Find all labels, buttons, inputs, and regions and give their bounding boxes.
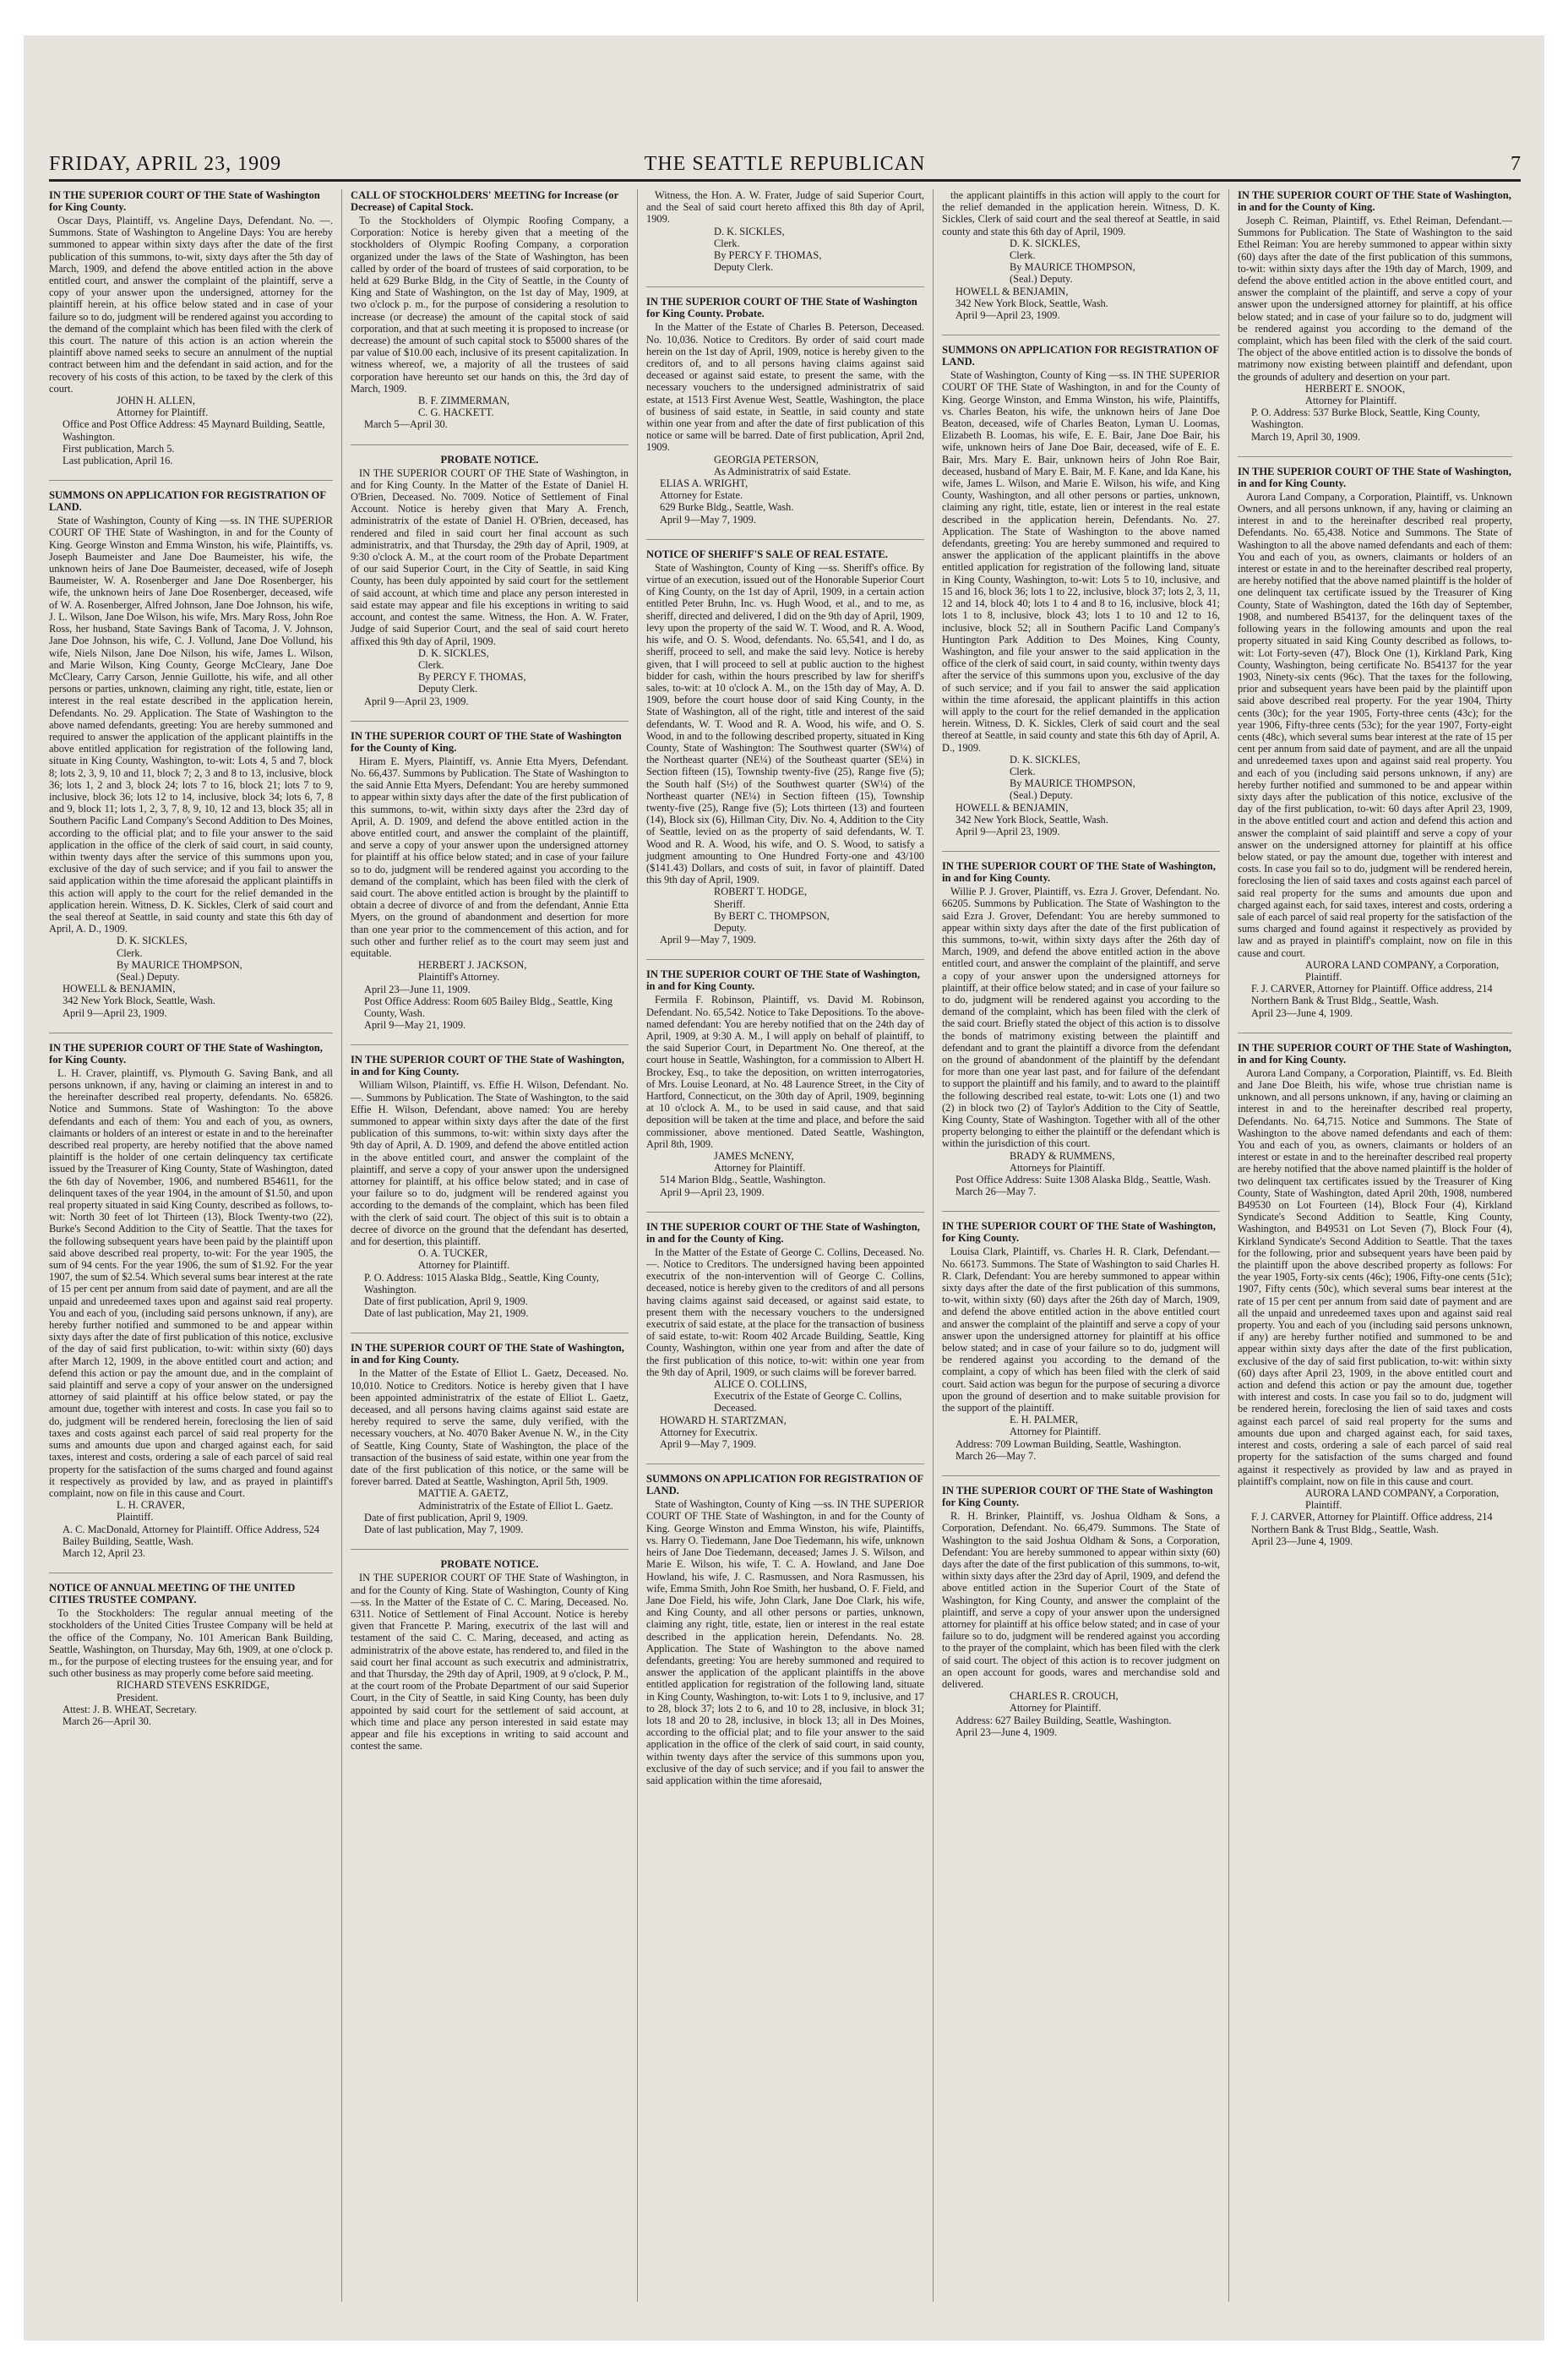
notice-signature: CHARLES R. CROUCH, bbox=[1010, 1690, 1119, 1703]
notice-heading: SUMMONS ON APPLICATION FOR REGISTRATION OF LAND. bbox=[942, 344, 1219, 368]
notice-divider bbox=[942, 1475, 1220, 1476]
notice-divider bbox=[1238, 456, 1512, 457]
notice-signature: AURORA LAND COMPANY, a Corporation, Plaintiff. bbox=[1305, 1486, 1500, 1512]
notice-divider bbox=[646, 959, 924, 960]
notice-publication: April 9—April 23, 1909. bbox=[660, 1186, 765, 1198]
legal-notice bbox=[49, 1042, 333, 1559]
notice-heading: IN THE SUPERIOR COURT OF THE State of Washington, for King County. bbox=[49, 1041, 323, 1066]
notice-publication: 342 New York Block, Seattle, Wash. bbox=[63, 995, 215, 1007]
legal-notice bbox=[351, 1054, 629, 1319]
notice-signature: Executrix of the Estate of George C. Collins, Deceased. bbox=[714, 1390, 902, 1415]
legal-notice bbox=[351, 1342, 629, 1535]
notice-signature: Clerk. bbox=[714, 237, 740, 249]
notice-signature: B. F. ZIMMERMAN, bbox=[418, 395, 510, 407]
notice-heading: IN THE SUPERIOR COURT OF THE State of Washington for King County. bbox=[49, 189, 320, 213]
legal-notice bbox=[351, 730, 629, 1032]
notice-body: Witness, the Hon. A. W. Frater, Judge of said Superior Court, and the Seal of said court hereto affixed this 8th day of April, 1909. bbox=[646, 189, 924, 226]
notice-body: R. H. Brinker, Plaintiff, vs. Joshua Oldham & Sons, a Corporation, Defendant. No. 66,479. Summons. The State of Washington to the said Joshua Oldham & Sons, a Corporation, Defendant: You are hereby summoned to appear within sixty (60) days after the date of the first publication of this summons, to-wit, within sixty days after the 23rd day of April, 1909, and defend the above entitled action in the Superior Court of the State of Washington, for King County, and answer the complaint of the plaintiff, and serve a copy of your answer upon the undersigned attorney for plaintiff at his office below stated; and in case of your failure so to do, judgment will be rendered against you according to the prayer of the complaint, which has been filed with the clerk of said court. The object of this action is to recover judgment on an open account for goods, wares and merchandise sold and delivered. bbox=[942, 1510, 1220, 1690]
notice-publication: Post Office Address: Suite 1308 Alaska Bldg., Seattle, Wash. bbox=[956, 1174, 1211, 1186]
notice-publication: 342 New York Block, Seattle, Wash. bbox=[956, 813, 1108, 826]
notice-publication: Date of first publication, April 9, 1909. bbox=[364, 1511, 528, 1524]
legal-notice bbox=[646, 548, 924, 946]
notice-signature: (Seal.) Deputy. bbox=[1010, 789, 1073, 802]
notice-signature: HERBERT E. SNOOK, bbox=[1305, 382, 1406, 395]
notice-signature: Clerk. bbox=[117, 946, 143, 959]
notice-publication: Date of last publication, May 7, 1909. bbox=[364, 1524, 524, 1536]
notice-publication: April 9—May 7, 1909. bbox=[660, 934, 756, 946]
notice-heading: SUMMONS ON APPLICATION FOR REGISTRATION OF LAND. bbox=[646, 1473, 923, 1497]
notice-body: Louisa Clark, Plaintiff, vs. Charles H. R. Clark, Defendant.—No. 66173. Summons. The State of Washington to said Charles H. R. Clark, Defendant: You are hereby summoned to appear within sixty days after the date of the first publication of this summons, to-wit, within sixty (60) days after the 26th day of March, 1909, and defend the above entitled action in the above entitled court and answer the complaint of the plaintiff and serve a copy of your answer upon the undersigned attorney for plaintiff at his office below stated; and in case of your failure so to do, judgment will be rendered against you according to the demand of the complaint, a copy of which has been filed with the clerk of said court. Said action was begun for the purpose of securing a divorce upon the ground of desertion and to make suitable provision for the support of the plaintiff. bbox=[942, 1246, 1220, 1415]
notice-heading: IN THE SUPERIOR COURT OF THE State of Washington, in and for King County. bbox=[646, 968, 920, 993]
notice-signature: Attorneys for Plaintiff. bbox=[1010, 1161, 1105, 1174]
legal-notice bbox=[646, 296, 924, 525]
notice-signature: ROBERT T. HODGE, bbox=[714, 886, 808, 898]
notice-signature: D. K. SICKLES, bbox=[714, 225, 785, 237]
notice-signature: MATTIE A. GAETZ, bbox=[418, 1487, 509, 1500]
notice-signature: L. H. CRAVER, bbox=[117, 1499, 185, 1512]
notice-heading: IN THE SUPERIOR COURT OF THE State of Washington for King County. bbox=[942, 1485, 1213, 1509]
notice-publication: P. O. Address: 1015 Alaska Bldg., Seattle, King County, Washington. bbox=[364, 1271, 599, 1295]
notice-heading: IN THE SUPERIOR COURT OF THE State of Washington, in and for King County. bbox=[351, 1054, 624, 1078]
notice-body: IN THE SUPERIOR COURT OF THE State of Washington, in and for the County of King. State of Washington, County of King —ss. In the Matter of the Estate of C. C. Maring, Deceased. No. 6311. Notice of Settlement of Final Account. Notice is hereby given that Francette P. Maring, executrix of the last will and testament of the said C. C. Maring, deceased, and acting as administratrix of the above estate, has rendered to, and filed in the said court her final account as such executrix and administratrix, and that Thursday, the 29th day of April, 1909, at 9 o'clock, P. M., at the court room of the Probate Department of our said Superior Court, in the City of Seattle, in said King County, has been duly appointed by said court for the settlement of said account, at which time and place any person interested in said estate may appear and file his exceptions in writing to said account and contest the same. bbox=[351, 1572, 629, 1753]
notice-publication: Office and Post Office Address: 45 Maynard Building, Seattle, Washington. bbox=[63, 418, 325, 443]
legal-notice bbox=[942, 860, 1220, 1197]
notice-divider bbox=[646, 1212, 924, 1213]
notice-signature: Clerk. bbox=[1010, 765, 1036, 777]
notice-signature: As Administratrix of said Estate. bbox=[714, 465, 852, 477]
notice-publication: F. J. CARVER, Attorney for Plaintiff. Office address, 214 Northern Bank & Trust Bldg., Seattle, Wash. bbox=[1251, 983, 1493, 1007]
notice-publication: April 23—June 4, 1909. bbox=[956, 1725, 1058, 1738]
legal-notice bbox=[646, 968, 924, 1197]
legal-notice bbox=[646, 189, 924, 273]
notice-publication: April 9—May 7, 1909. bbox=[660, 513, 756, 526]
notice-publication: Date of last publication, May 21, 1909. bbox=[364, 1307, 529, 1320]
notice-body: To the Stockholders of Olympic Roofing Company, a Corporation: Notice is hereby given that a meeting of the stockholders of Olympic Roofing Company, a corporation organized under the laws of the State of Washington, has been called by order of the board of trustees of said corporation, to be held at 629 Burke Bldg, in the City of Seattle, in the County of King and State of Washington, on the 1st day of May, 1909, at two o'clock p. m., for the purpose of considering a resolution to increase (or decrease) the amount of the capital stock of said corporation, and that at such meeting it is proposed to increase (or decrease) the amount of such capital stock to $5000 shares of the par value of $10.00 each, inclusive of its present capitalization. In witness whereof, we, a majority of all the trustees of said corporation have hereunto set our hands on this, the 3rd day of March, 1909. bbox=[351, 215, 629, 395]
notice-publication: March 5—April 30. bbox=[364, 418, 448, 431]
notice-signature: D. K. SICKLES, bbox=[1010, 753, 1081, 766]
notice-signature: O. A. TUCKER, bbox=[418, 1247, 488, 1260]
notice-signature: JAMES McNENY, bbox=[714, 1150, 794, 1163]
notice-signature: By MAURICE THOMPSON, bbox=[1010, 777, 1135, 790]
notice-publication: 514 Marion Bldg., Seattle, Washington. bbox=[660, 1174, 826, 1186]
notice-publication: ELIAS A. WRIGHT, bbox=[660, 477, 749, 490]
column-5 bbox=[1228, 189, 1521, 2302]
notice-body: Hiram E. Myers, Plaintiff, vs. Annie Etta Myers, Defendant. No. 66,437. Summons by Publication. The State of Washington to the said Annie Etta Myers, Defendant: You are hereby summoned to appear within sixty days after the date of the first publication of this summons, to-wit, within sixty days after the 23rd day of April, A. D. 1909, and defend the above entitled action in the above entitled court, and answer the complaint of the plaintiff, and serve a copy of your answer upon the undersigned attorney for plaintiff at his office below stated; and in case of your failure so to do, judgment will be rendered against you according to the demand of the complaint, which has been filed with the clerk of said court. The above entitled action is brought by the plaintiff to obtain a decree of divorce of and from the defendant, Annie Etta Myers, on the ground of abandonment and desertion for more than one year prior to the commencement of this action, and for such other and further relief as to the court may seem just and equitable. bbox=[351, 755, 629, 959]
notice-body: Aurora Land Company, a Corporation, Plaintiff, vs. Unknown Owners, and all persons unknown, if any, having or claiming an interest in and to the hereinafter described real property, Defendants. No. 65,438. Notice and Summons. The State of Washington to all the above named defendants and each of them: You and each of you, as owners, claimants or holders of an interest or estate in and to the hereinafter described real property, are hereby notified that the above named plaintiff is the holder of one delinquent tax certificate issued by the Treasurer of King County, State of Washington, dated the 16th day of September, 1908, and numbered B54137, for the delinquent taxes of the following years in the following amounts and upon the real property situated in said King County described as follows, to-wit: Lot Forty-seven (47), Block One (1), Kirkland Park, King County, Washington, being certificate No. B54137 for the year 1903, Ninety-six cents (96c). That the taxes for the following, prior and subsequent years have been paid by the plaintiff upon said above described real property. For the year 1904, Thirty cents (30c); for the year 1905, Forty-three cents (43c); for the year 1906, Fifty-three cents (53c); for the year 1907, Forty-eight cents (48c), which several sums bear interest at the rate of 15 per cent per annum from said date of payment, and are all the unpaid and unredeemed taxes upon and against said real property. You and each of you (including said persons unknown, if any) are hereby further notified and summoned to be and appear within sixty days after the publication of this notice, exclusive of the day of the first publication, to-wit: 60 days after April 23, 1909, in the above entitled court and action and defend this action and answer the complaint of said plaintiff and serve a copy of your answer on the undersigned attorney for plaintiff at his office below stated, or pay the amount due, together with interest and costs. In case you fail so to do, judgment will be rendered herein, foreclosing the lien of said taxes and costs against each parcel of said real property for the sums and amounts due upon and charged against each, for said taxes, interest and costs, ordering a sale of each parcel of said real property for the satisfaction of the sums charged and found against it respectively as provided by law and as prayed in plaintiff's complaint, now on file in this cause and court. bbox=[1238, 490, 1512, 959]
notice-heading: IN THE SUPERIOR COURT OF THE State of Washington, in and for King County. bbox=[351, 1342, 624, 1366]
notice-body: State of Washington, County of King —ss. IN THE SUPERIOR COURT OF THE State of Washington, in and for the County of King. George Winston, and Emma Winston, his wife, Plaintiffs, vs. Charles Beaton, his wife, the unknown heirs of Jane Doe Beaton, deceased, wife of Charles Beaton, Lyman U. Loomas, Elizabeth B. Loomas, his wife, E. E. Bair, Jane Doe Bair, his wife, unknown heirs of Jane Doe Bair, deceased, wife of E. E. Bair, Mrs. Mary E. Bair, unknown heirs of John Roe Bair, deceased, husband of Mary E. Bair, M. F. Kane, and Ida Kane, his wife, James L. Wilson, and Marie E. Wilson, his wife, and King County, Washington, and all other persons or parties, unknown, claiming any right, title, estate, lien or interest in the real estate described in the application herein, Defendants. No. 27. Application. The State of Washington to the above named defendants, greeting: You are hereby summoned and required to answer the application of the applicant plaintiffs in the above entitled application for registration of the following land, situate in King County, Washington, to-wit: Lots 5 to 10, inclusive, and 15 and 16, block 36; lots 1 to 22, inclusive, block 37; lots 2, 3, 11, 12 and 14, block 40; lots 1 to 4 and 8 to 16, inclusive, block 41; lots 1 to 8, inclusive, block 43; lots 1 to 10 and 12 to 16, inclusive, block 52; all in Southern Pacific Land Company's Huntington Park Addition to Des Moines, King County, Washington, and file your answer to the said application in the office of the clerk of said court, in said county, within twenty days after the service of this summons upon you, exclusive of the day of such service; and if you fail to answer the said application within the time aforesaid, the applicant plaintiffs in this action will apply to the court for the relief demanded in the application herein. Witness, D. K. Sickles, Clerk of said court and the seal thereof at Seattle, in said county and state this 6th day of April, A. D., 1909. bbox=[942, 369, 1220, 754]
notice-body: To the Stockholders: The regular annual meeting of the stockholders of the United Cities Trustee Company will be held at the office of the Company, No. 101 American Bank Building, Seattle, Washington, on Thursday, May 6th, 1909, at one o'clock p. m., for the purpose of electing trustees for the ensuing year, and for such other business as may properly come before said meeting. bbox=[49, 1607, 333, 1680]
legal-notice bbox=[646, 1221, 924, 1450]
notice-divider bbox=[646, 539, 924, 540]
notice-divider bbox=[351, 1549, 629, 1550]
notice-signature: President. bbox=[117, 1691, 159, 1704]
notice-signature: C. G. HACKETT. bbox=[418, 406, 494, 419]
notice-publication: March 26—May 7. bbox=[956, 1449, 1037, 1462]
notice-heading: IN THE SUPERIOR COURT OF THE State of Washington, in and for King County. bbox=[1238, 465, 1511, 489]
notice-body: Joseph C. Reiman, Plaintiff, vs. Ethel Reiman, Defendant.—Summons for Publication. The State of Washington to the said Ethel Reiman: You are hereby summoned to appear within sixty (60) days after the date of the first publication of this summons, to-wit: within sixty days after the 19th day of March, 1909, and defend the above entitled action in the above entitled court, and answer the complaint of the plaintiff, and serve a copy of your answer upon the undersigned attorney for plaintiff, at his office below stated; and in case of your failure so to do, judgment will be rendered against you according to the demand of the complaint, which has been filed with the clerk of the said court. The object of the above entitled action is to dissolve the bonds of matrimony now existing between plaintiff and defendant, upon the grounds of adultery and desertion on your part. bbox=[1238, 215, 1512, 383]
notice-body: In the Matter of the Estate of Charles B. Peterson, Deceased. No. 10,036. Notice to Creditors. By order of said court made herein on the 1st day of April, 1909, notice is hereby given to the creditors of, and to all persons having claims against said deceased or against said estate, to present the same, with the necessary vouchers to the undersigned administratrix of said estate, at 1513 First Avenue West, Seattle, Washington, the place of business of said estate, in Seattle, in said county and state within one year from and after the date of first publication of this notice or same will be barred. Date of first publication, April 2nd, 1909. bbox=[646, 321, 924, 454]
column-4 bbox=[933, 189, 1228, 2302]
notice-body: In the Matter of the Estate of George C. Collins, Deceased. No. —. Notice to Creditors. The undersigned having been appointed executrix of the non-intervention will of George C. Collins, deceased, notice is hereby given to the creditors of and all persons having claims against said deceased, or against said estate, to present them with the necessary vouchers to the undersigned executrix of said estate, at the place for the transaction of business of said estate, to-wit: Room 402 Arcade Building, Seattle, King County, Washington, within one year from and after the date of the first publication of this notice, to-wit: within one year from the 9th day of April, 1909, or such claims will be forever barred. bbox=[646, 1246, 924, 1378]
notice-publication: First publication, March 5. bbox=[63, 442, 175, 455]
notice-publication: A. C. MacDonald, Attorney for Plaintiff. Office Address, 524 Bailey Building, Seattle, Wash. bbox=[63, 1523, 320, 1547]
notice-publication: Attorney for Estate. bbox=[660, 489, 743, 502]
notice-publication: April 23—June 4, 1909. bbox=[1251, 1006, 1353, 1019]
notice-signature: By MAURICE THOMPSON, bbox=[117, 958, 242, 971]
legal-notice bbox=[942, 1220, 1220, 1462]
notice-body: In the Matter of the Estate of Elliot L. Gaetz, Deceased. No. 10,010. Notice to Creditors. Notice is hereby given that I have been appointed administratrix of the estate of Elliot L. Gaetz, deceased, and all persons having claims against said estate are hereby required to serve the same, duly verified, with the necessary vouchers, at No. 4070 Baker Avenue N. W., in the City of Seattle, King County, State of Washington, the place of the transaction of the business of said estate, within one year from the date of the first publication of this notice, or the same will be forever barred. Dated at Seattle, Washington, April 5th, 1909. bbox=[351, 1367, 629, 1488]
legal-notice bbox=[942, 344, 1220, 837]
notice-signature: JOHN H. ALLEN, bbox=[117, 395, 195, 407]
notice-signature: E. H. PALMER, bbox=[1010, 1414, 1079, 1426]
notice-divider bbox=[942, 851, 1220, 852]
notice-publication: HOWELL & BENJAMIN, bbox=[956, 801, 1069, 814]
notice-signature: By PERCY F. THOMAS, bbox=[418, 671, 526, 684]
notice-publication: April 9—April 23, 1909. bbox=[63, 1006, 167, 1019]
notice-publication: 629 Burke Bldg., Seattle, Wash. bbox=[660, 501, 794, 514]
notice-heading: PROBATE NOTICE. bbox=[440, 1558, 539, 1571]
legal-notice bbox=[1238, 466, 1512, 1019]
notice-publication: P. O. Address: 537 Burke Block, Seattle, King County, Washington. bbox=[1251, 406, 1480, 431]
notice-publication: F. J. CARVER, Attorney for Plaintiff. Office address, 214 Northern Bank & Trust Bldg., Seattle, Wash. bbox=[1251, 1511, 1493, 1535]
notice-publication: Attest: J. B. WHEAT, Secretary. bbox=[63, 1703, 198, 1715]
notice-publication: March 26—May 7. bbox=[956, 1186, 1037, 1198]
notice-heading: NOTICE OF ANNUAL MEETING OF THE UNITED CITIES TRUSTEE COMPANY. bbox=[49, 1582, 296, 1606]
notice-publication: HOWELL & BENJAMIN, bbox=[63, 983, 176, 995]
notice-publication: April 9—April 23, 1909. bbox=[956, 309, 1060, 322]
notice-body: State of Washington, County of King —ss. IN THE SUPERIOR COURT OF THE State of Washington, in and for the County of King. George Winston and Emma Winston, his wife, Plaintiffs, vs. Harry O. Tiedemann, Jane Doe Tiedemann, his wife, unknown heirs of Jane Doe Tiedemann, deceased; James J. S. Wilson, and Marie E. Wilson, his wife, T. C. A. Howland, and Jane Doe Howland, his wife, J. C. Rasmussen, and Nora Rasmussen, his wife, Emma Smith, John Roe Smith, her husband, O. F. Field, and Jane Doe Field, his wife, John Clark, Jane Doe Clark, his wife, and King County, and all other persons or parties, unknown, claiming any right, title, estate, lien or interest in the real estate described in the application herein, Defendants. No. 28. Application. The State of Washington to the above named defendants, greeting: You are hereby summoned and required to answer the application of the applicant plaintiffs in the above entitled application for registration of the following land, situate in King County, Washington, to-wit: Lots 1 to 9, inclusive, and 17 to 28, block 37; lots 2 to 6, and 10 to 28, inclusive, in block 31; lots 18 and 20 to 28, inclusive, in block 13; all in Des Moines, according to the official plat; and to file your answer to the said application in the office of the clerk of said court, in said county, within twenty days after the service of this summons upon you, exclusive of the day of such service; and if you fail to answer the said application within the time aforesaid, bbox=[646, 1498, 924, 1786]
notice-heading: IN THE SUPERIOR COURT OF THE State of Washington, in and for the County of King. bbox=[1238, 189, 1511, 213]
page-header bbox=[49, 152, 1521, 182]
notice-signature: Attorney for Plaintiff. bbox=[117, 406, 209, 419]
column-2 bbox=[341, 189, 637, 2302]
notice-publication: Address: 627 Bailey Building, Seattle, Washington. bbox=[956, 1714, 1172, 1726]
notice-publication: March 19, April 30, 1909. bbox=[1251, 430, 1361, 443]
legal-notice bbox=[1238, 1042, 1512, 1547]
notice-divider bbox=[351, 721, 629, 722]
notice-signature: Attorney for Plaintiff. bbox=[714, 1162, 806, 1175]
notice-body: State of Washington, County of King —ss. IN THE SUPERIOR COURT OF THE State of Washington, in and for the County of King. George Winston and Emma Winston, his wife, Plaintiffs, vs. Joseph Baumeister and Jane Doe Baumeister, his wife, the unknown heirs of Jane Doe Baumeister, deceased, wife of Joseph Baumeister, W. A. Rosenberger and Jane Doe Rosenberger, his wife, the unknown heirs of Jane Doe Rosenberger, deceased, wife of W. A. Rosenberger, Alfred Johnson, Jane Doe Johnson, his wife, J. L. Wilson, Jane Doe Wilson, his wife, Mrs. Mary Ross, John Roe Ross, her husband, State Savings Bank of Tacoma, J. V. Johnson, Jane Doe Johnson, his wife, C. J. Vollund, Jane Doe Vollund, his wife, Niels Nilson, Jane Doe Nilson, his wife, James L. Wilson, and Marie Wilson, King County, George McCleary, Jane Doe McCleary, Carry Carson, Jennie Guillotte, his wife, and all other persons or parties, unknown, claiming any right, title, estate, lien or interest in the real estate described in the application herein, Defendants. No. 29. Application. The State of Washington to the above named defendants, greeting: You are hereby summoned and required to answer the application of the applicant plaintiffs in the above entitled application for registration of the following land, situate in King County, Washington, to-wit: Lots 4, 5 and 7, block 8; lots 2, 3, 9, 10 and 11, block 7; 2, 3 and 8 to 13, inclusive, block 36; lots 1, 2 and 3, block 24; lots 7 to 16, block 21; lots 7 to 9, inclusive, block 36; lots 12 to 14, inclusive, block 34; lots 6, 7, 8 and 9, block 11; lots 1, 2, 3, 7, 8, 9, 10, 12 and 13, block 35; all in Southern Pacific Land Company's Second Addition to Des Moines, according to the official plat; and to file your answer to the said application in the office of the clerk of said court, in said county, within twenty days after the service of this summons upon you, exclusive of the day of such service; and if you fail to answer the said application within the time aforesaid the applicant plaintiffs in this action will apply to the court for the relief demanded in the application herein. Witness, D. K. Sickles, Clerk of said court and the seal thereof at Seattle, in said county and state this 6th day of April, A. D., 1909. bbox=[49, 515, 333, 935]
notice-heading: IN THE SUPERIOR COURT OF THE State of Washington for the County of King. bbox=[351, 729, 622, 754]
notice-signature: Attorney for Plaintiff. bbox=[1010, 1702, 1102, 1715]
notice-body: Aurora Land Company, a Corporation, Plaintiff, vs. Ed. Bleith and Jane Doe Bleith, his wife, whose true christian name is unknown, and all persons unknown, if any, having or claiming an interest in and to the hereinafter described real property, Defendants. No. 64,715. Notice and Summons. The State of Washington to the above named defendants and each of them: You and each of you, as owners, claimants or holders of an interest or estate in and to the hereinafter described real property are hereby notified that the above named plaintiff is the holder of two delinquent tax certificates issued by the Treasurer of King County, State of Washington, dated April 20th, 1908, numbered B49530 on Lot Fourteen (14), Block Four (4), Kirkland Syndicate's Second Addition to Seattle, King County, Washington, and B49531 on Lot Seven (7), Block Four (4), Kirkland Syndicate's Second Addition to Seattle. That the taxes for the following, prior and subsequent years have been paid by the plaintiff upon the above described property as follows: For the year 1905, Forty-six cents (46c); 1906, Fifty-one cents (51c); 1907, Fifty cents (50c), which several sums bear interest at the rate of 15 per cent per annum from said date of payment and are all the unpaid and unredeemed taxes upon and against said real property. You and each of you (including said persons unknown, if any) are hereby further notified and summoned to be and appear within sixty days after the date of the first publication, exclusive of the day of said first publication, to-wit: within sixty (60) days after April 23, 1909, in the above entitled court and action and defend this action or pay the amount due, together with interest and costs. In case you fail so to do, judgment will be rendered herein, foreclosing the lien of said taxes and costs against each parcel of said real property for the sums and amounts due upon and charged against each, for said taxes, interest and costs, ordering a sale of each parcel of said real property for the satisfaction of the sums charged and found against it respectively as provided by law and as prayed in plaintiff's complaint, now on file in this cause and court. bbox=[1238, 1066, 1512, 1487]
legal-notice bbox=[49, 1582, 333, 1727]
notice-heading: IN THE SUPERIOR COURT OF THE State of Washington, in and for King County. bbox=[1238, 1041, 1511, 1066]
notice-body: Fermila F. Robinson, Plaintiff, vs. David M. Robinson, Defendant. No. 65,542. Notice to Take Depositions. To the above-named defendant: You are hereby notified that on the 24th day of April, 1909, at 9:30 A. M., I will apply on behalf of plaintiff, to the said Superior Court, in Department No. One thereof, at the court house in Seattle, Washington, for a commission to Albert H. Brockey, Esq., to take the deposition, on written interrogatories, of Mrs. Louise Leonard, at No. 48 Laurence Street, in the City of Hartford, Connecticut, on the 30th day of April, 1909, beginning at 10 o'clock A. M., to be used in said cause, and that said deposition will be taken at the time and place, and before the said commissioner, above mentioned. Dated Seattle, Washington, April 8th, 1909. bbox=[646, 994, 924, 1150]
notice-signature: RICHARD STEVENS ESKRIDGE, bbox=[117, 1679, 270, 1692]
notice-publication: March 26—April 30. bbox=[63, 1715, 151, 1727]
notice-heading: CALL OF STOCKHOLDERS' MEETING for Increase (or Decrease) of Capital Stock. bbox=[351, 189, 618, 213]
notice-publication: Attorney for Executrix. bbox=[660, 1426, 758, 1438]
notice-signature: D. K. SICKLES, bbox=[418, 646, 489, 659]
legal-notice bbox=[351, 1558, 629, 1752]
notice-heading: IN THE SUPERIOR COURT OF THE State of Washington for King County. Probate. bbox=[646, 296, 917, 320]
notice-heading: IN THE SUPERIOR COURT OF THE State of Washington, in and for King County. bbox=[942, 860, 1216, 885]
notice-publication: Address: 709 Lowman Building, Seattle, Washington. bbox=[956, 1437, 1182, 1450]
notice-signature: Deputy Clerk. bbox=[418, 683, 478, 695]
notice-signature: By BERT C. THOMPSON, bbox=[714, 909, 830, 922]
notice-publication: HOWARD H. STARTZMAN, bbox=[660, 1414, 787, 1426]
notice-signature: Sheriff. bbox=[714, 897, 746, 910]
notice-heading: NOTICE OF SHERIFF'S SALE OF REAL ESTATE. bbox=[646, 548, 888, 560]
notice-publication: Last publication, April 16. bbox=[63, 455, 173, 467]
notice-signature: Attorney for Plaintiff. bbox=[418, 1259, 510, 1272]
legal-notice bbox=[942, 189, 1220, 321]
notice-publication: April 9—April 23, 1909. bbox=[956, 825, 1060, 837]
notice-signature: D. K. SICKLES, bbox=[117, 935, 188, 947]
issue-date: FRIDAY, APRIL 23, 1909 bbox=[49, 153, 282, 175]
notice-signature: Deputy. bbox=[714, 921, 747, 934]
legal-notice bbox=[49, 189, 333, 466]
notice-body: William Wilson, Plaintiff, vs. Effie H. Wilson, Defendant. No. —. Summons by Publication. The State of Washington, to the said Effie H. Wilson, Defendant, above named: You are hereby summoned to appear within sixty days after the date of the first publication of this summons, to-wit: within sixty days after the 9th day of April, A. D. 1909, and defend the above entitled action in the above entitled court, and answer the complaint of the plaintiff, and serve a copy of your answer upon the undersigned attorney for plaintiff, at his office below stated; and in case of your failure so to do, judgment will be rendered against you according to the demands of the complaint, which has been filed with the clerk of said court. The object of this suit is to obtain a decree of divorce on the ground that the defendant has deserted, and for desertion, this plaintiff. bbox=[351, 1079, 629, 1248]
notice-heading: SUMMONS ON APPLICATION FOR REGISTRATION OF LAND. bbox=[49, 489, 326, 514]
notice-signature: Attorney for Plaintiff. bbox=[1305, 395, 1397, 407]
notice-body: State of Washington, County of King —ss. Sheriff's office. By virtue of an execution, issued out of the Honorable Superior Court of King County, on the 1st day of April, 1909, in a certain action entitled Peter Bruhn, Inc. vs. Hugh Wood, et al., and to me, as sheriff, directed and delivered, I did on the 9th day of April, 1909, levy upon the property of the said W. T. Wood, and R. A. Wood, his wife, and O. S. Wood, defendants. No. 65,541, and I do, as sheriff, proceed to sell, and make the said levy. Notice is hereby given, that I will proceed to sell at public auction to the highest bidder for cash, within the hours prescribed by law for sheriff's sales, to-wit: at 10 o'clock A. M., on the 15th day of May, A. D. 1909, before the court house door of said King County, in the State of Washington, all of the right, title and interest of the said defendants, W. T. Wood and R. A. Wood, his wife, and O. S. Wood, in and to the following described property, situated in King County, State of Washington: The Southwest quarter (SW¼) of the Northeast quarter (NE¼) of the Southeast quarter (SE¼) in Section fifteen (15), Township twenty-five (25), Range five (5); the South half (S½) of the Southwest quarter (SW¼) of the Northeast quarter (NE¼) in Section fifteen (15), Township twenty-five (25), Range five (5); Lots thirteen (13) and fourteen (14), Block six (6), Hillman City, Div. No. 4, Addition to the City of Seattle, levied on as the property of said defendants, W. T. Wood and R. A. Wood, his wife, and O. S. Wood, to satisfy a judgment amounting to One Hundred Forty-one and 43/100 ($141.43) Dollars, and costs of suit, in favor of plaintiff. Dated this 9th day of April, 1909. bbox=[646, 561, 924, 886]
notice-publication: Date of first publication, April 9, 1909. bbox=[364, 1295, 528, 1308]
notice-divider bbox=[351, 1044, 629, 1045]
notice-body: IN THE SUPERIOR COURT OF THE State of Washington, in and for King County. In the Matter of the Estate of Daniel H. O'Brien, Deceased. No. 7009. Notice of Settlement of Final Account. Notice is hereby given that Mary A. French, administratrix of the estate of Daniel H. O'Brien, deceased, has rendered and filed in said court her final account as such administratrix, and that Thursday, the 29th day of April, 1909, at 9:30 o'clock A. M., at the court room of the Probate Department of our said Superior Court, in the City of Seattle, in said King County, has been duly appointed by said court for the settlement of said account, at which time and place any person interested in said estate may appear and file his exceptions in writing to said account, and contest the same. Witness, the Hon. A. W. Frater, Judge of said Superior Court, and the seal of said court hereto affixed this 9th day of April, 1909. bbox=[351, 466, 629, 647]
legal-notice bbox=[942, 1485, 1220, 1738]
notice-signature: Plaintiff. bbox=[117, 1511, 154, 1524]
notice-publication: April 23—June 11, 1909. bbox=[364, 983, 471, 995]
notice-publication: April 9—May 21, 1909. bbox=[364, 1019, 466, 1032]
notice-publication: March 12, April 23. bbox=[63, 1546, 146, 1559]
notice-signature: GEORGIA PETERSON, bbox=[714, 453, 819, 466]
legal-notice bbox=[1238, 189, 1512, 443]
notice-signature: Plaintiff's Attorney. bbox=[418, 971, 500, 984]
column-1 bbox=[49, 189, 341, 2302]
notice-divider bbox=[646, 286, 924, 287]
notice-publication: April 23—June 4, 1909. bbox=[1251, 1535, 1353, 1547]
notice-signature: ALICE O. COLLINS, bbox=[714, 1378, 808, 1391]
notice-signature: AURORA LAND COMPANY, a Corporation, Plaintiff. bbox=[1305, 958, 1500, 983]
notice-publication: April 9—May 7, 1909. bbox=[660, 1438, 756, 1451]
notice-signature: HERBERT J. JACKSON, bbox=[418, 959, 527, 972]
notice-divider bbox=[49, 480, 333, 481]
notice-signature: Deputy Clerk. bbox=[714, 261, 774, 274]
notice-heading: IN THE SUPERIOR COURT OF THE State of Washington, in and for the County of King. bbox=[646, 1220, 920, 1245]
notice-signature: (Seal.) Deputy. bbox=[117, 970, 180, 983]
notice-divider bbox=[351, 444, 629, 445]
notice-divider bbox=[942, 1211, 1220, 1212]
notice-signature: BRADY & RUMMENS, bbox=[1010, 1149, 1115, 1162]
notice-publication: HOWELL & BENJAMIN, bbox=[956, 285, 1069, 297]
notice-body: Oscar Days, Plaintiff, vs. Angeline Days, Defendant. No. —. Summons. State of Washington to Angeline Days: You are hereby summoned to appear within sixty days after the date of the first publication of this summons, to-wit, sixty days after the 5th day of March, 1909, and defend the above entitled action in the above entitled court, and answer the complaint of the plaintiff, serve a copy of your answer upon the undersigned, attorney for the plaintiff herein, at his office below stated and in case of your failure so to do, judgment will be rendered against you according to the demand of the complaint which has been filed with the clerk of this court. The nature of this action is an action wherein the plaintiff above named seeks to secure an annulment of the nuptial contract between him and the defendant in said action, and for the recovery of his costs of this action, to be taxed by the clerk of this court. bbox=[49, 215, 333, 395]
notice-publication: April 9—April 23, 1909. bbox=[364, 695, 469, 707]
legal-notice bbox=[646, 1473, 924, 1786]
notice-signature: Clerk. bbox=[418, 658, 444, 671]
notice-signature: Clerk. bbox=[1010, 249, 1036, 262]
notice-signature: (Seal.) Deputy. bbox=[1010, 273, 1073, 286]
notice-signature: Attorney for Plaintiff. bbox=[1010, 1426, 1102, 1438]
newspaper-page bbox=[24, 35, 1544, 2341]
notice-signature: D. K. SICKLES, bbox=[1010, 237, 1081, 249]
notice-publication: 342 New York Block, Seattle, Wash. bbox=[956, 297, 1108, 309]
column-3 bbox=[637, 189, 933, 2302]
notice-heading: IN THE SUPERIOR COURT OF THE State of Washington, for King County. bbox=[942, 1220, 1216, 1245]
legal-notice bbox=[351, 189, 629, 431]
notice-signature: By PERCY F. THOMAS, bbox=[714, 249, 822, 262]
page-number: 7 bbox=[1511, 153, 1521, 175]
notice-publication: Post Office Address: Room 605 Bailey Bldg., Seattle, King County, Wash. bbox=[364, 995, 613, 1019]
notice-body: Willie P. J. Grover, Plaintiff, vs. Ezra J. Grover, Defendant. No. 66205. Summons by Publication. The State of Washington to the said Ezra J. Grover, Defendant: You are hereby summoned to appear within sixty days after the date of the first publication of this summons, to-wit, within sixty days after the 26th day of March, 1909, and defend the above entitled action in the above entitled court, and answer the complaint of the plaintiff, and serve a copy of your answer upon the undersigned attorneys for plaintiff, at their office below stated; and in case of your failure so to do, judgment will be rendered against you according to the demand of the complaint, which has been filed with the clerk of the said court. Briefly stated the object of this action is to dissolve the bonds of matrimony existing between the plaintiff and defendant and to grant the plaintiff a divorce from the defendant on the ground of abandonment of the plaintiff by the defendant for more than one year last past, and for failure of the defendant to support the plaintiff and his family, and to award to the plaintiff the following described real estate, to-wit: Lots one (1) and two (2) in block two (2) of Taylor's Addition to the City of Seattle, King County, State of Washington. Together with all of the other property belonging to either the plaintiff or the defendant which is within the jurisdiction of this court. bbox=[942, 886, 1220, 1150]
notice-body: L. H. Craver, plaintiff, vs. Plymouth G. Saving Bank, and all persons unknown, if any, having or claiming an interest in and to the hereinafter described real property, defendants. No. 65826. Notice and Summons. State of Washington: To the above defendants and each of them: You and each of you, as owners, claimants or holders of an interest or estate in and to the hereinafter described real property, are hereby notified that the above named plaintiff is the holder of one certain delinquency tax certificate issued by the Treasurer of King County, State of Washington, dated the 6th day of November, 1906, and numbered B54611, for the delinquent taxes of the year 1904, in the amount of $1.50, and upon real property situated in said King County, described as follows, to-wit: North 30 feet of lot Thirteen (13), Block Twenty-two (22), Burke's Second Addition to the City of Seattle. That the taxes for the following subsequent years have been paid by the plaintiff upon said above described real property, to-wit: For the year 1905, the sum of 94 cents. For the year 1906, the sum of $1.92. For the year 1907, the sum of $2.54. Which several sums bear interest at the rate of 15 per cent per annum from said date of payment, and are all the unpaid and unredeemed taxes upon and against said real property. You and each of you, (including said persons unknown, if any), are hereby further notified and summoned to be and appear within sixty days after the date of first publication of this notice, exclusive of the day of said first publication, to-wit: within sixty (60) days after March 12, 1909, in the above entitled court and action; and defend this action or pay the amount due, and in the complaint of said plaintiff and serve a copy of your answer on the undersigned attorney of said plaintiff at his office below stated, or pay the amount due, together with interest and costs. In case you fail so to do, judgment will be rendered herein, foreclosing the lien of said taxes and costs against each parcel of said real property for the sums and amounts due upon and charged against each, for said taxes, interest and costs, ordering a sale of each parcel of said real property for the satisfaction of the sums charged and found against it respectively as provided by law, and as prayed in plaintiff's complaint, now on file in this cause and Court. bbox=[49, 1066, 333, 1499]
notice-signature: Administratrix of the Estate of Elliot L. Gaetz. bbox=[418, 1499, 613, 1512]
legal-notice bbox=[49, 489, 333, 1019]
newspaper-title: THE SEATTLE REPUBLICAN bbox=[644, 153, 926, 175]
legal-notice bbox=[351, 454, 629, 707]
notice-body: the applicant plaintiffs in this action will apply to the court for the relief demanded in the application herein. Witness, D. K. Sickles, Clerk of said court and the seal thereof at Seattle, in said county and state this 6th day of April, 1909. bbox=[942, 189, 1220, 237]
notice-signature: By MAURICE THOMPSON, bbox=[1010, 261, 1135, 274]
notice-heading: PROBATE NOTICE. bbox=[440, 453, 539, 466]
